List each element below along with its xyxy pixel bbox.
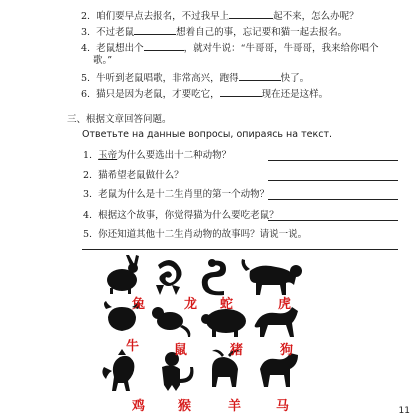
pig-icon (201, 309, 246, 337)
zodiac-label-dragon: 龙 (184, 297, 198, 312)
rabbit-icon (107, 255, 139, 294)
answer-blank[interactable] (229, 9, 273, 19)
answer-line[interactable] (82, 249, 398, 250)
dog-icon (255, 307, 298, 337)
answer-question-2: 2. 猫希望老鼠做什么？ (83, 170, 184, 181)
tiger-icon (242, 259, 303, 295)
zodiac-label-horse: 马 (276, 399, 290, 414)
horse-icon (260, 353, 298, 387)
zodiac-label-rabbit: 兔 (132, 297, 146, 312)
zodiac-label-rat: 鼠 (174, 343, 188, 358)
question-6: 6. 猫只是因为老鼠，才要吃它， 现在还是这样。 (81, 89, 329, 100)
question-2: 2. 咱们要早点去报名，不过我早上 起不来，怎么办呢？ (81, 11, 359, 22)
question-5: 5. 牛听到老鼠唱歌，非常高兴，跑得 快了。 (81, 73, 310, 84)
zodiac-label-pig: 猪 (230, 343, 244, 358)
zodiac-label-rooster: 鸡 (132, 399, 146, 414)
answer-line[interactable] (268, 180, 398, 181)
rooster-icon (102, 349, 134, 391)
answer-line[interactable] (268, 160, 398, 161)
page-number: 11 (398, 406, 410, 416)
answer-line[interactable] (268, 199, 398, 200)
answer-question-1: 1. 玉帝为什么要选出十二种动物？ (83, 150, 232, 161)
answer-blank[interactable] (220, 87, 262, 97)
zodiac-label-monkey: 猴 (178, 399, 192, 414)
question-3: 3. 不过老鼠 想着自己的事，忘记要和猫一起去报名。 (81, 27, 348, 38)
snake-icon (202, 259, 226, 295)
zodiac-label-goat: 羊 (228, 399, 242, 414)
dragon-icon (156, 260, 182, 295)
instruction-russian: Ответьте на данные вопросы, опираясь на текст. (82, 129, 332, 140)
question-4-continuation: 歌。” (93, 55, 113, 66)
zodiac-label-ox: 牛 (126, 339, 140, 354)
question-4: 4. 老鼠想出个 ，就对牛说：“牛哥哥，牛哥哥，我来给你唱个 (81, 43, 379, 54)
section-heading: 三、根据文章回答问题。 (67, 114, 172, 125)
zodiac-label-tiger: 虎 (278, 297, 292, 312)
answer-question-4: 4. 根据这个故事，你觉得猫为什么要吃老鼠？ (83, 210, 279, 221)
answer-blank[interactable] (134, 25, 176, 35)
answer-question-3: 3. 老鼠为什么是十二生肖里的第一个动物？ (83, 189, 270, 200)
zodiac-illustration (100, 255, 310, 415)
answer-blank[interactable] (144, 41, 184, 51)
answer-line[interactable] (268, 220, 398, 221)
zodiac-label-snake: 蛇 (220, 297, 234, 312)
answer-question-5: 5. 你还知道其他十二生肖动物的故事吗？请说一说。 (83, 229, 308, 240)
answer-blank[interactable] (239, 71, 281, 81)
zodiac-label-dog: 狗 (280, 343, 294, 358)
